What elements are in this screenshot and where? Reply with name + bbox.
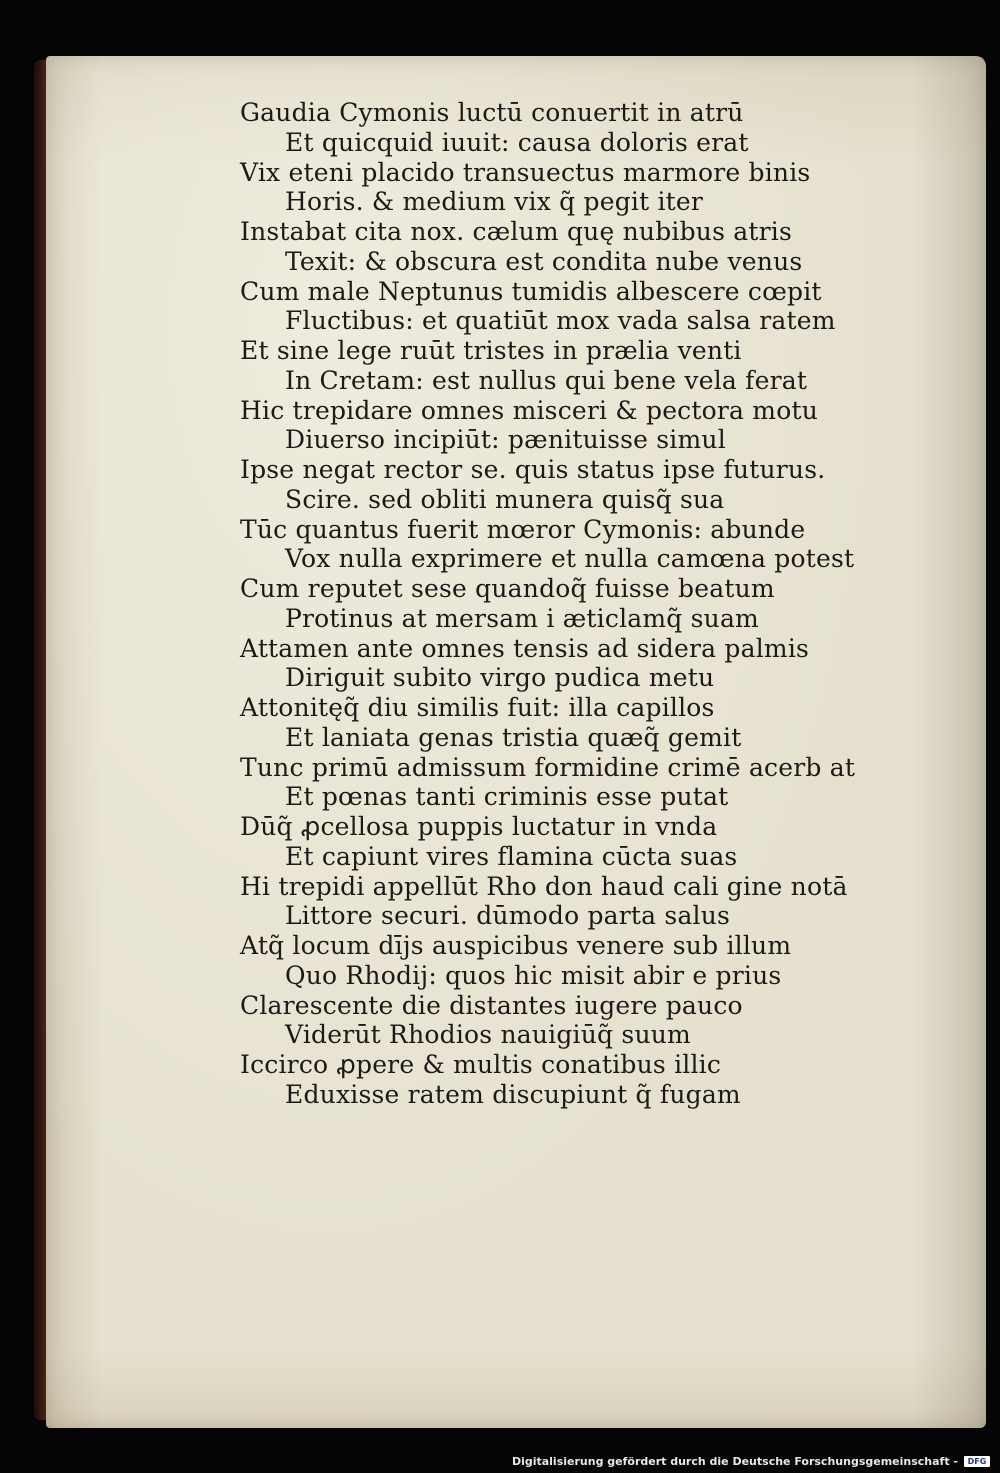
verse-line: Viderūt Rhodios nauigiūq̃ suum xyxy=(285,1020,691,1050)
verse-line: In Cretam: est nullus qui bene vela ferat xyxy=(285,365,808,395)
verse-line: Eduxisse ratem discupiunt q̃ fugam xyxy=(285,1079,741,1109)
verse-line: Dūq̃ ꝓcellosa puppis luctatur in vnda xyxy=(240,812,718,841)
verse-line: Texit: & obscura est condita nube venus xyxy=(285,246,803,276)
credit-text: Digitalisierung gefördert durch die Deutsche Forschungsgemeinschaft - xyxy=(511,1454,958,1468)
verse-line: Hi trepidi appellūt Rho don haud cali gine notā xyxy=(240,871,848,901)
verse-line: Iccirco ꝓpere & multis conatibus illic xyxy=(240,1050,722,1079)
verse-line: Vox nulla exprimere et nulla camœna potest xyxy=(285,544,855,574)
verse-line: Fluctibus: et quatiūt mox vada salsa ratem xyxy=(285,306,836,336)
verse-line: Instabat cita nox. cælum quę nubibus atris xyxy=(240,217,793,246)
verse-line: Cum reputet sese quandoq̃ fuisse beatum xyxy=(240,574,775,603)
verse-line: Diriguit subito virgo pudica metu xyxy=(285,663,715,693)
verse-line: Atq̃ locum dījs auspicibus venere sub illum xyxy=(240,931,792,960)
verse-line: Quo Rhodij: quos hic misit abir e prius xyxy=(285,960,782,990)
verse-line: Et quicquid iuuit: causa doloris erat xyxy=(285,127,749,157)
verse-line: Protinus at mersam i æticlamq̃ suam xyxy=(285,603,759,633)
verse-line: Cum male Neptunus tumidis albescere cœpit xyxy=(240,276,822,306)
verse-line: Tunc primū admissum formidine crimē acerb at xyxy=(240,752,856,782)
verse-line: Scire. sed obliti munera quisq̃ sua xyxy=(285,484,725,514)
verse-line: Ipse negat rector se. quis status ipse futurus. xyxy=(240,455,826,484)
verse-line: Gaudia Cymonis luctū conuertit in atrū xyxy=(240,98,744,127)
verse-line: Et sine lege ruūt tristes in prælia venti xyxy=(240,336,742,365)
verse-line: Diuerso incipiūt: pænituisse simul xyxy=(285,425,726,455)
dfg-logo-icon: DFG xyxy=(964,1456,990,1467)
verse-line: Attonitęq̃ diu similis fuit: illa capillos xyxy=(240,693,715,722)
verse-line: Tūc quantus fuerit mœror Cymonis: abunde xyxy=(240,514,806,544)
verse-line: Et capiunt vires flamina cūcta suas xyxy=(285,841,738,871)
digitization-credit xyxy=(512,1453,990,1469)
verse-line: Attamen ante omnes tensis ad sidera palmis xyxy=(240,633,810,663)
poem-text-block xyxy=(240,98,880,1110)
verse-line: Vix eteni placido transuectus marmore binis xyxy=(240,157,811,187)
verse-line: Et pœnas tanti criminis esse putat xyxy=(285,782,729,812)
verse-line: Littore securi. dūmodo parta salus xyxy=(285,901,731,931)
verse-line: Hic trepidare omnes misceri & pectora motu xyxy=(240,395,818,425)
verse-line: Clarescente die distantes iugere pauco xyxy=(240,990,743,1020)
verse-line: Horis. & medium vix q̃ pegit iter xyxy=(285,187,704,217)
verse-line: Et laniata genas tristia quæq̃ gemit xyxy=(285,722,742,752)
